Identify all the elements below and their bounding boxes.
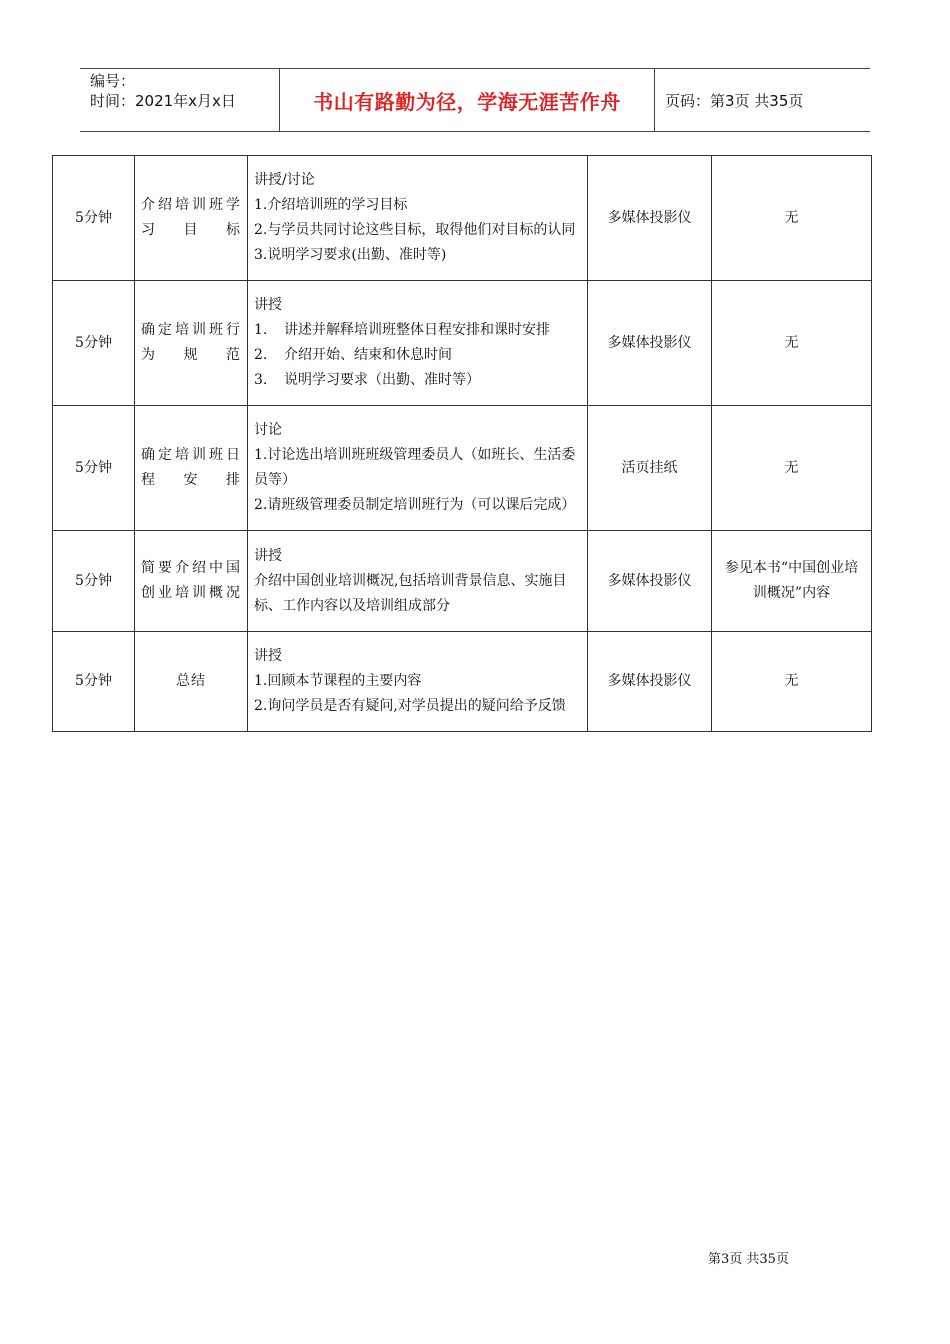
content-cell: [248, 632, 588, 732]
header-meta: [80, 69, 280, 131]
table-row: [53, 281, 872, 406]
content-cell: [248, 531, 588, 632]
equipment-cell: 活页挂纸: [588, 406, 712, 531]
topic-cell: 确定培训班日程安排: [135, 406, 248, 531]
document-number-label: 编号：: [90, 72, 136, 90]
item-text: 讲述并解释培训班整体日程安排和课时安排: [284, 322, 550, 338]
duration-cell: 5分钟: [53, 406, 135, 531]
equipment-cell: 多媒体投影仪: [588, 281, 712, 406]
table-row: [53, 406, 872, 531]
lesson-plan-table: [52, 155, 872, 732]
content-item: 3.说明学习要求(出勤、准时等): [254, 247, 447, 263]
content-item: [254, 318, 581, 343]
content-item: 2.与学员共同讨论这些目标，取得他们对目标的认同: [254, 222, 576, 238]
content-item: 介绍中国创业培训概况,包括培训背景信息、实施目标、工作内容以及培训组成部分: [254, 572, 567, 614]
content-cell: [248, 281, 588, 406]
page-footer: 第3页 共35页: [708, 1252, 789, 1267]
table-row: [53, 632, 872, 732]
content-item: 1.介绍培训班的学习目标: [254, 197, 408, 213]
method-label: 讲授: [254, 297, 282, 313]
table-row: [53, 531, 872, 632]
material-cell: 无: [712, 632, 872, 732]
duration-cell: 5分钟: [53, 281, 135, 406]
table-row: [53, 156, 872, 281]
topic-cell: 简要介绍中国创业培训概况: [135, 531, 248, 632]
material-cell: 参见本书“中国创业培训概况”内容: [712, 531, 872, 632]
method-label: 讨论: [254, 422, 282, 438]
topic-cell: 确定培训班行为规范: [135, 281, 248, 406]
content-item: 1.讨论选出培训班班级管理委员人（如班长、生活委员等）: [254, 447, 576, 488]
content-item: [254, 343, 581, 368]
document-date-label: 时间：2021年x月x日: [90, 92, 236, 110]
material-cell: 无: [712, 281, 872, 406]
method-label: 讲授: [254, 648, 282, 664]
item-text: 介绍开始、结束和休息时间: [284, 347, 452, 363]
content-item: [254, 368, 581, 393]
method-label: 讲授: [254, 547, 282, 564]
method-label: 讲授/讨论: [254, 172, 315, 188]
content-cell: [248, 156, 588, 281]
content-cell: [248, 406, 588, 531]
content-item: 1.回顾本节课程的主要内容: [254, 673, 422, 689]
duration-cell: 5分钟: [53, 156, 135, 281]
duration-cell: 5分钟: [53, 632, 135, 732]
item-number: 3.: [254, 372, 268, 388]
topic-cell: 总结: [135, 632, 248, 732]
item-number: 2.: [254, 347, 268, 363]
topic-cell: 介绍培训班学习目标: [135, 156, 248, 281]
page-header: [80, 68, 870, 132]
header-motto: 书山有路勤为径，学海无涯苦作舟: [280, 69, 655, 131]
equipment-cell: 多媒体投影仪: [588, 156, 712, 281]
material-cell: 无: [712, 406, 872, 531]
item-text: 说明学习要求（出勤、准时等）: [284, 372, 480, 388]
header-page-number: 页码：第3页 共35页: [665, 91, 804, 110]
material-cell: 无: [712, 156, 872, 281]
content-item: 2.请班级管理委员制定培训班行为（可以课后完成）: [254, 497, 576, 513]
item-number: 1.: [254, 322, 268, 338]
equipment-cell: 多媒体投影仪: [588, 531, 712, 632]
content-item: 2.询问学员是否有疑问,对学员提出的疑问给予反馈: [254, 698, 566, 714]
duration-cell: 5分钟: [53, 531, 135, 632]
equipment-cell: 多媒体投影仪: [588, 632, 712, 732]
